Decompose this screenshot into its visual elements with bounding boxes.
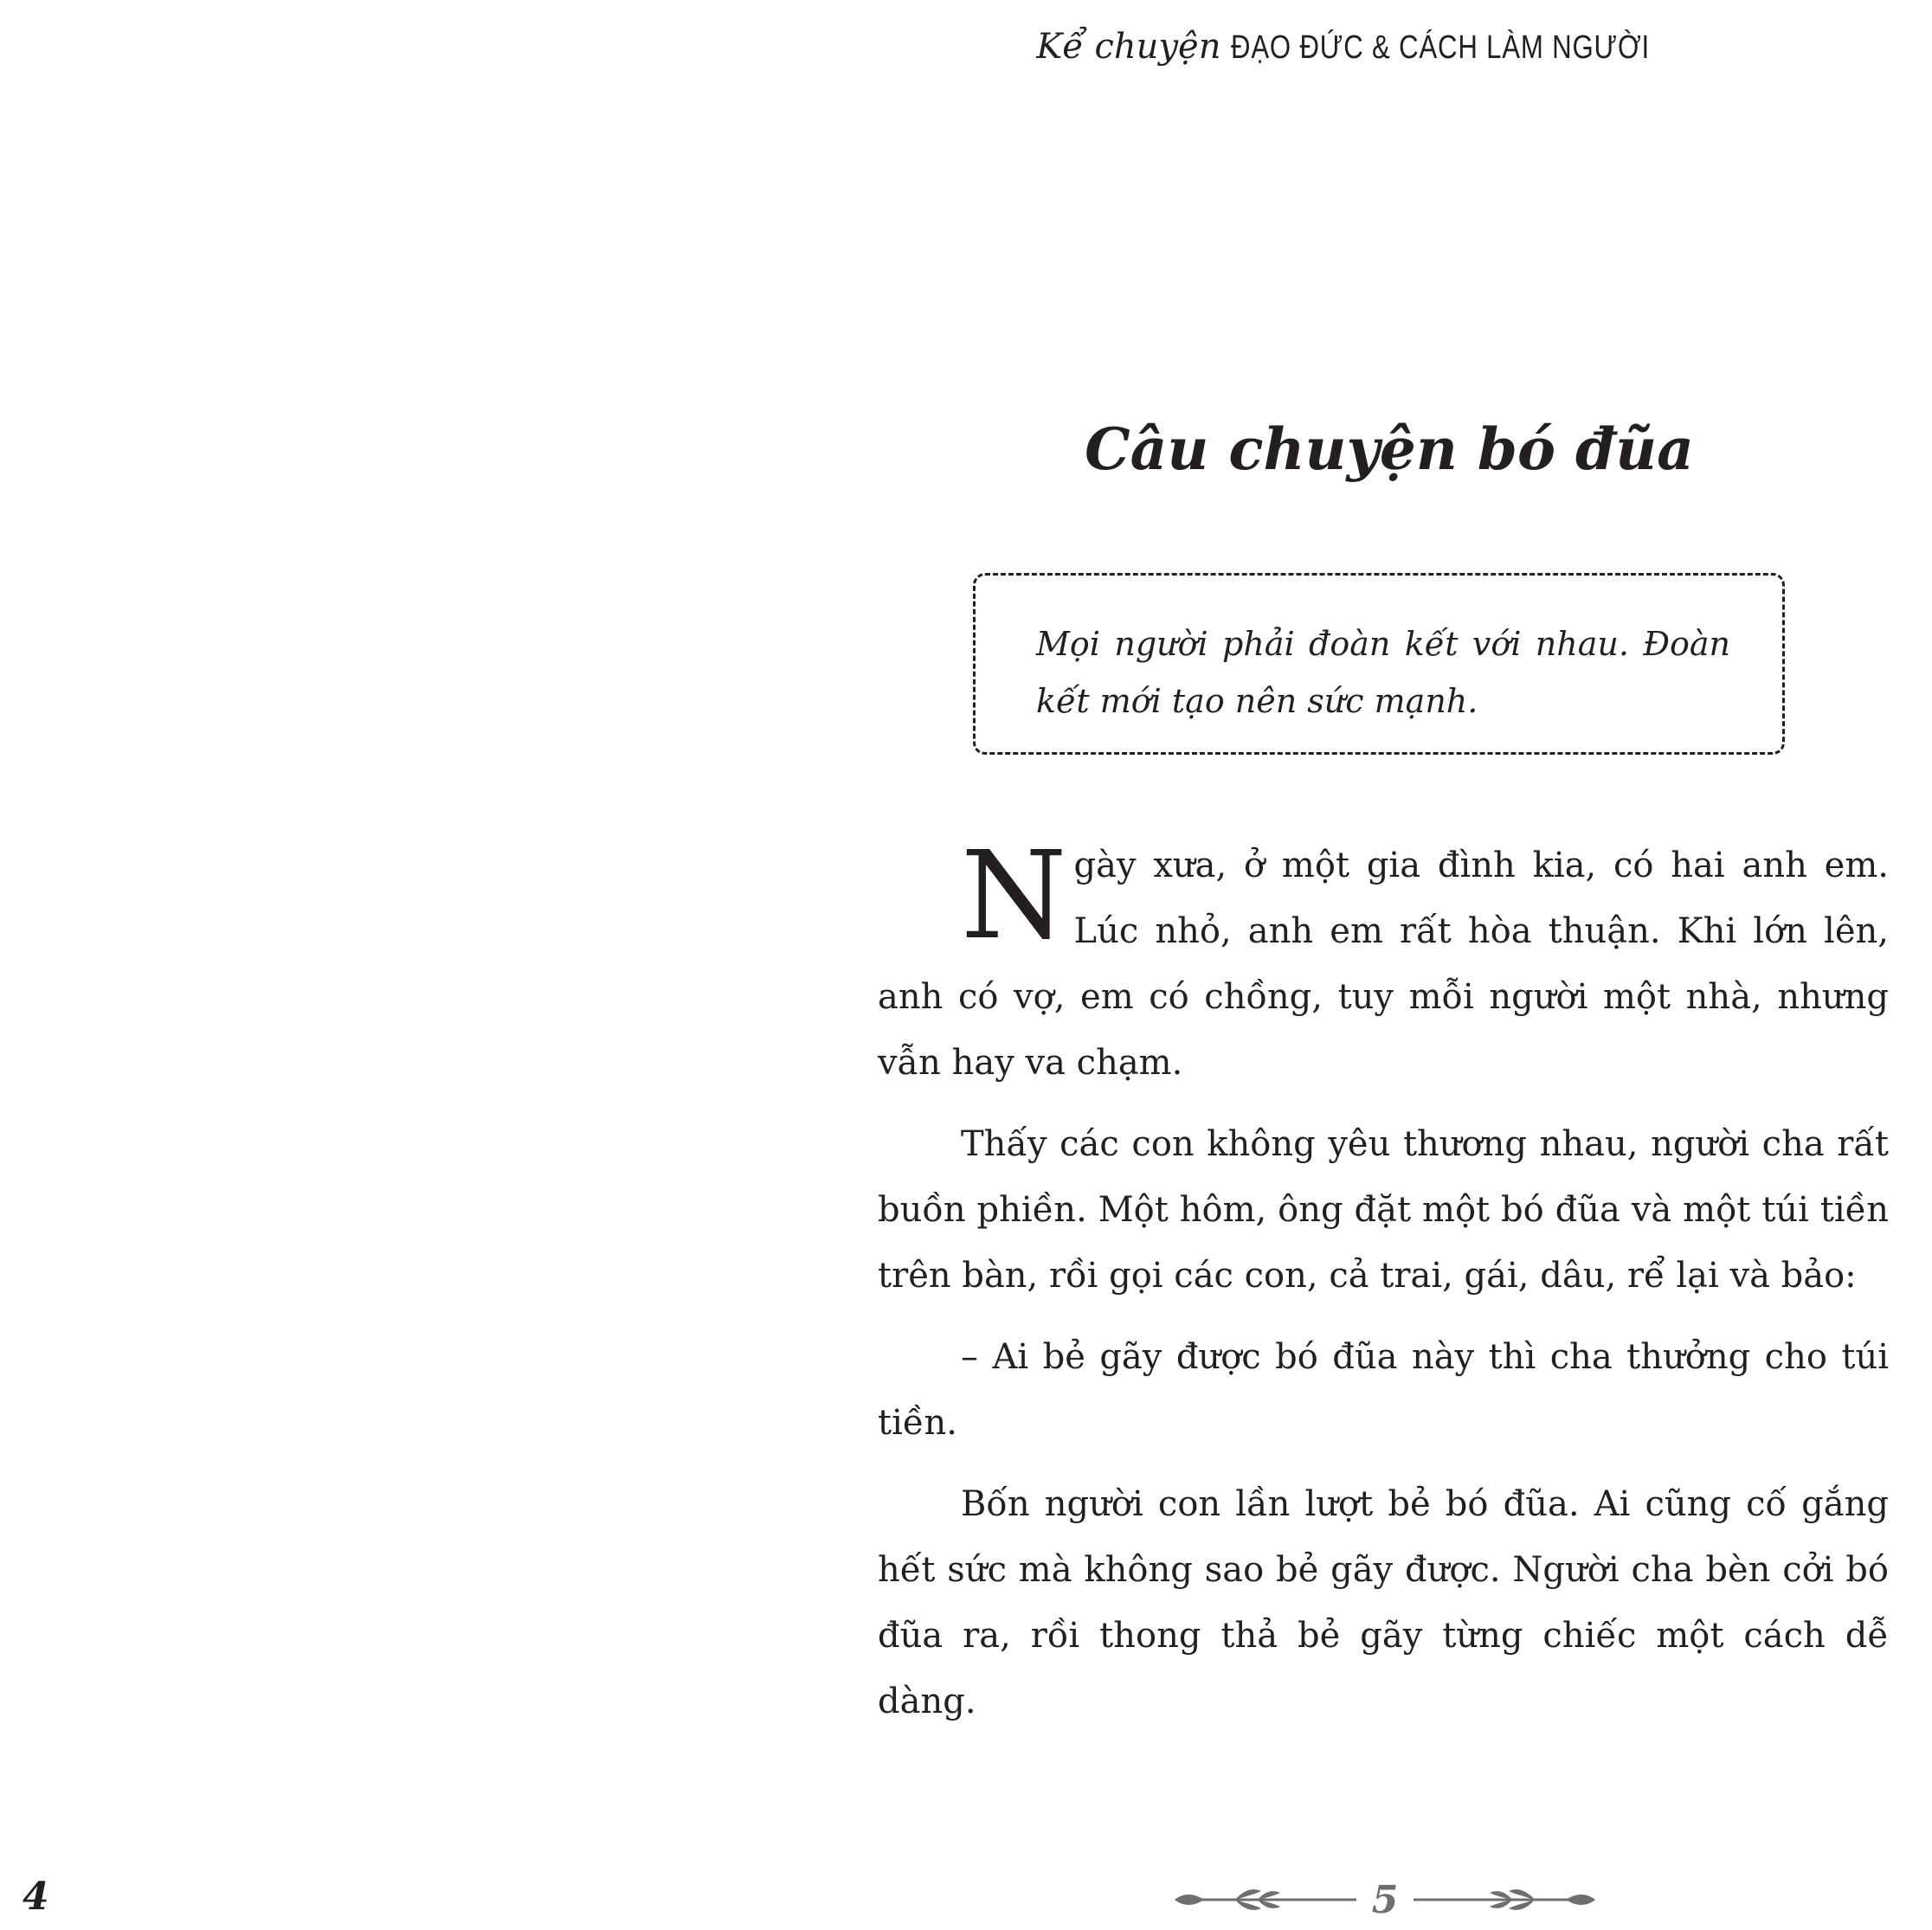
moral-box xyxy=(973,573,1785,755)
paragraph-text: gày xưa, ở một gia đình kia, có hai anh em. Lúc nhỏ, anh em rất hòa thuận. Khi lớn lên, anh có vợ, em có chồng, tuy mỗi người một nhà, nhưng vẫn hay va chạm. xyxy=(878,846,1889,1083)
story-body xyxy=(878,826,1889,1750)
moral-text: Mọi người phải đoàn kết với nhau. Đoàn kết mới tạo nên sức mạnh. xyxy=(1036,625,1730,720)
book-title: ĐẠO ĐỨC & CÁCH LÀM NGƯỜI xyxy=(1231,29,1651,66)
series-name: Kể chuyện xyxy=(1036,27,1221,67)
page-number-left: 4 xyxy=(23,1875,49,1919)
story-paragraph: – Ai bẻ gãy được bó đũa này thì cha thưởng cho túi tiền. xyxy=(878,1337,1889,1443)
page-number-right: 5 xyxy=(1371,1877,1399,1922)
story-title: Câu chuyện bó đũa xyxy=(1085,415,1694,483)
header-title xyxy=(1036,27,1742,67)
story-paragraph: Bốn người con lần lượt bẻ bó đũa. Ai cũng cố gắng hết sức mà không sao bẻ gãy được. Người cha bèn cởi bó đũa ra, rồi thong thả bẻ gãy từng chiếc một cách dễ dàng. xyxy=(878,1484,1889,1721)
running-header xyxy=(1030,12,1748,81)
footer-ornament xyxy=(1160,1869,1610,1930)
flourish-right-icon xyxy=(1414,1882,1595,1917)
story-paragraph xyxy=(878,826,1889,1096)
drop-cap: N xyxy=(961,826,1067,967)
flourish-left-icon xyxy=(1175,1882,1356,1917)
story-paragraph: Thấy các con không yêu thương nhau, người cha rất buồn phiền. Một hôm, ông đặt một bó đũa và một túi tiền trên bàn, rồi gọi các con, cả trai, gái, dâu, rể lại và bảo: xyxy=(878,1124,1889,1296)
